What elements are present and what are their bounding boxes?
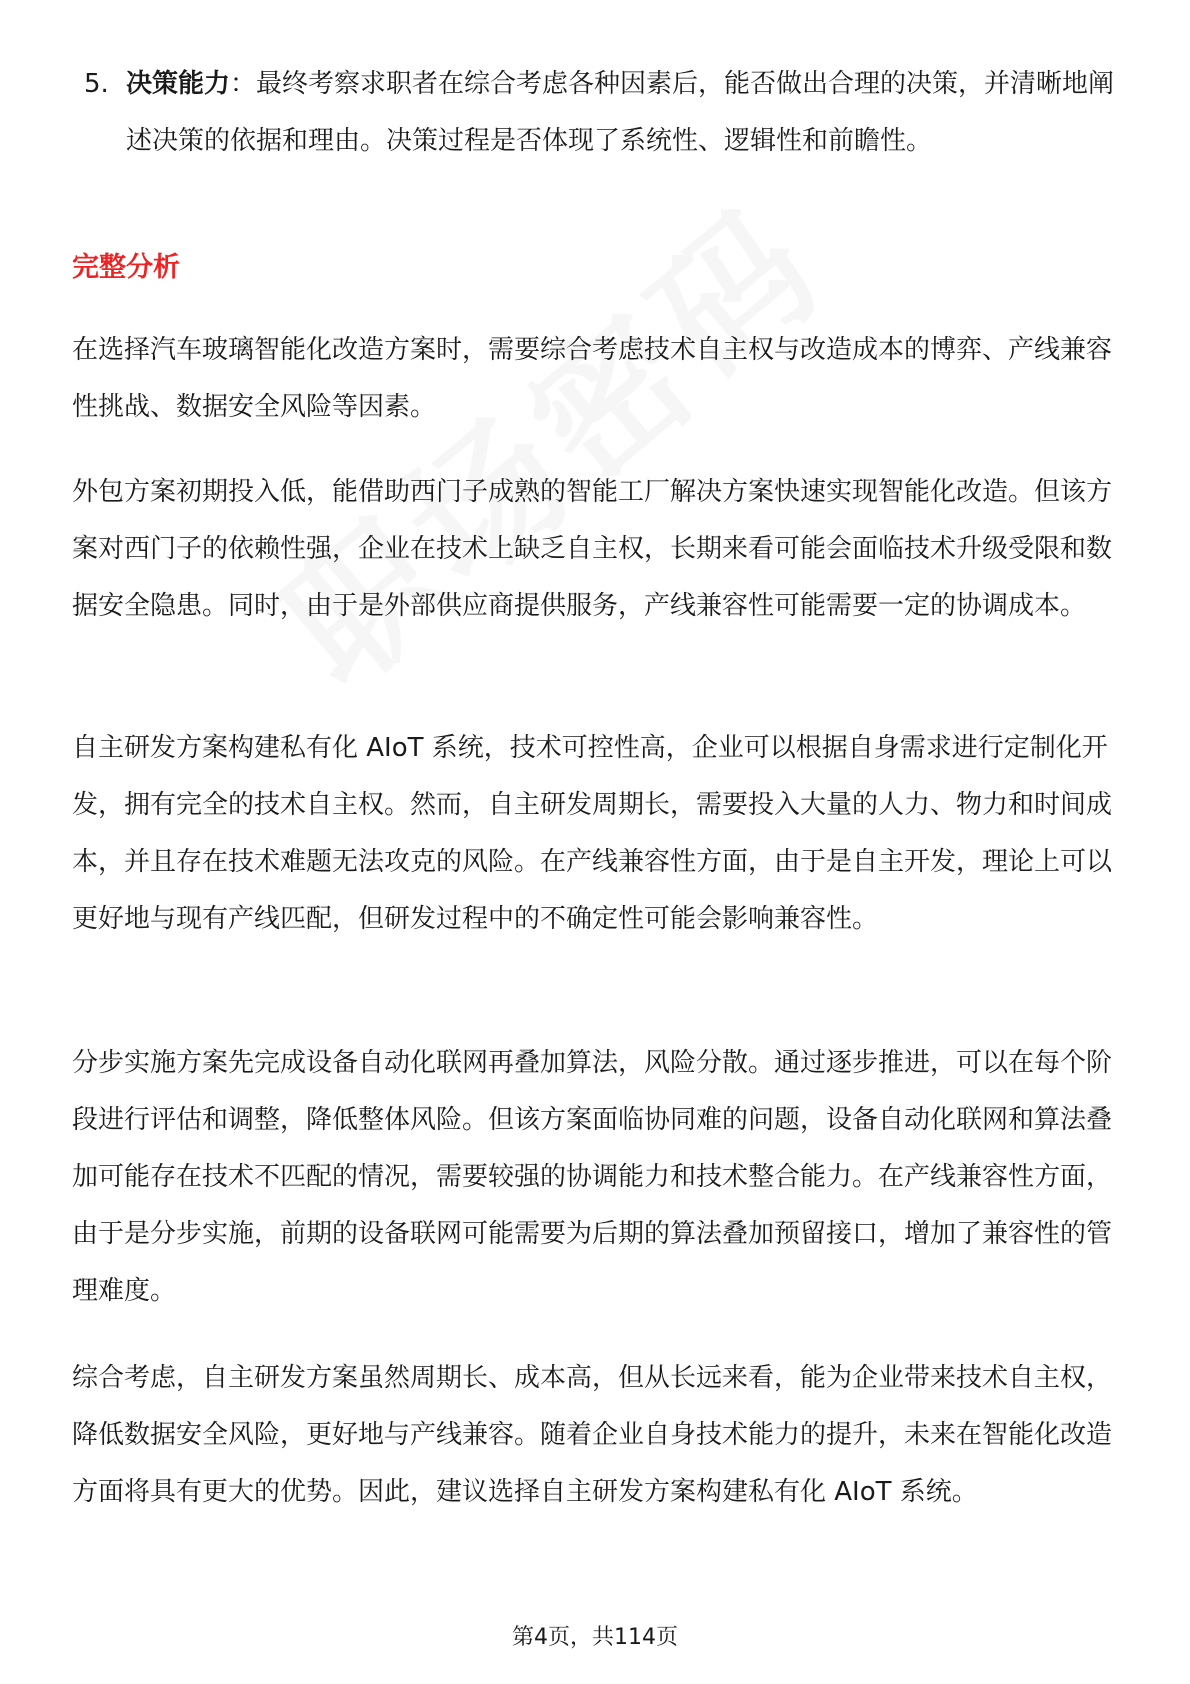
paragraph-phased: 分步实施方案先完成设备自动化联网再叠加算法，风险分散。通过逐步推进，可以在每个阶段进行评估和调整，降低整体风险。但该方案面临协同难的问题，设备自动化联网和算法叠加可能存在技术不匹配的情况，需要较强的协调能力和技术整合能力。在产线兼容性方面，由于是分步实施，前期的设备联网可能需要为后期的算法叠加预留接口，增加了兼容性的管理难度。 xyxy=(72,1048,1113,1306)
list-item-body xyxy=(126,56,1122,170)
section-heading: 完整分析 xyxy=(72,252,180,283)
page-number: 第4页，共114页 xyxy=(512,1625,678,1650)
paragraph-outsourcing: 外包方案初期投入低，能借助西门子成熟的智能工厂解决方案快速实现智能化改造。但该方案对西门子的依赖性强，企业在技术上缺乏自主权，长期来看可能会面临技术升级受限和数据安全隐患。同时，由于是外部供应商提供服务，产线兼容性可能需要一定的协调成本。 xyxy=(72,477,1113,621)
watermark xyxy=(230,149,859,726)
list-item-label: 决策能力 xyxy=(126,69,231,99)
paragraph-self-development: 自主研发方案构建私有化 AIoT 系统，技术可控性高，企业可以根据自身需求进行定制化开发，拥有完全的技术自主权。然而，自主研发周期长，需要投入大量的人力、物力和时间成本，并且存在技术难题无法攻克的风险。在产线兼容性方面，由于是自主开发，理论上可以更好地与现有产线匹配，但研发过程中的不确定性可能会影响兼容性。 xyxy=(72,733,1113,934)
list-item-number: 5. xyxy=(84,69,109,99)
list-item-decision-ability xyxy=(72,56,1122,170)
paragraph-intro: 在选择汽车玻璃智能化改造方案时，需要综合考虑技术自主权与改造成本的博弈、产线兼容性挑战、数据安全风险等因素。 xyxy=(72,335,1113,422)
paragraph-conclusion: 综合考虑，自主研发方案虽然周期长、成本高，但从长远来看，能为企业带来技术自主权，降低数据安全风险，更好地与产线兼容。随着企业自身技术能力的提升，未来在智能化改造方面将具有更大的优势。因此，建议选择自主研发方案构建私有化 AIoT 系统。 xyxy=(72,1363,1113,1507)
list-item-text: ：最终考察求职者在综合考虑各种因素后，能否做出合理的决策，并清晰地阐述决策的依据和理由。决策过程是否体现了系统性、逻辑性和前瞻性。 xyxy=(126,69,1115,156)
